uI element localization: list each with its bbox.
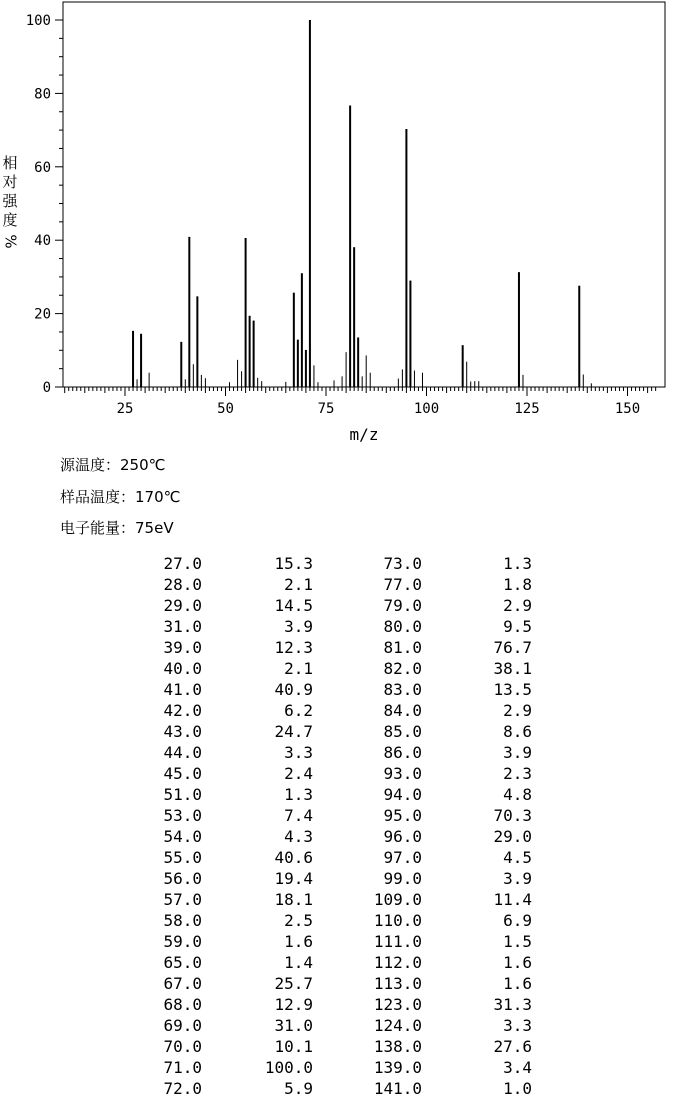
intensity-cell: 2.3 [503, 764, 532, 783]
peak-bar [366, 355, 367, 387]
peak-bar [317, 382, 318, 387]
peak-bar [334, 380, 335, 387]
intensity-cell: 3.9 [503, 743, 532, 762]
mz-cell: 110.0 [373, 911, 422, 930]
intensity-cell: 25.7 [274, 974, 313, 993]
table-row [140, 616, 532, 637]
table-row [140, 721, 532, 742]
intensity-cell: 1.3 [503, 554, 532, 573]
peak-bar [370, 373, 371, 387]
intensity-cell: 18.1 [274, 890, 313, 909]
peak-bar [137, 379, 138, 387]
y-tick-label: 20 [34, 306, 51, 323]
source-temperature-value: 250℃ [120, 456, 166, 474]
peak-bar [353, 247, 355, 387]
table-row [140, 574, 532, 595]
mz-cell: 109.0 [373, 890, 422, 909]
peak-bar [346, 352, 347, 387]
peak-bar [257, 378, 258, 387]
table-row [140, 1057, 532, 1078]
y-tick-label: 0 [42, 380, 51, 396]
mz-cell: 80.0 [383, 617, 422, 636]
y-axis [26, 13, 63, 396]
sample-temperature-value: 170℃ [135, 488, 181, 506]
intensity-cell: 1.5 [503, 932, 532, 951]
peak-bar [301, 273, 303, 387]
mz-cell: 44.0 [163, 743, 202, 762]
intensity-cell: 14.5 [274, 596, 313, 615]
intensity-cell: 29.0 [493, 827, 532, 846]
intensity-cell: 2.1 [284, 575, 313, 594]
table-row [140, 994, 532, 1015]
peak-bar [180, 342, 182, 387]
mz-cell: 97.0 [383, 848, 422, 867]
peak-bar [185, 379, 186, 387]
x-tick-label: 25 [116, 401, 134, 417]
table-row [140, 826, 532, 847]
table-row [140, 889, 532, 910]
mz-cell: 27.0 [163, 554, 202, 573]
peak-bar [398, 379, 399, 387]
peak-bar [518, 272, 520, 387]
peak-table [140, 553, 532, 1099]
sample-temperature [60, 486, 181, 507]
intensity-cell: 4.8 [503, 785, 532, 804]
electron-energy [60, 517, 174, 538]
mz-cell: 73.0 [383, 554, 422, 573]
peak-bar [229, 382, 230, 387]
mz-cell: 67.0 [163, 974, 202, 993]
mz-cell: 59.0 [163, 932, 202, 951]
peak-bar [462, 345, 464, 387]
intensity-cell: 70.3 [493, 806, 532, 825]
mz-cell: 112.0 [373, 953, 422, 972]
intensity-cell: 40.6 [274, 848, 313, 867]
mz-cell: 139.0 [373, 1058, 422, 1077]
peak-bar [342, 376, 343, 387]
mz-cell: 29.0 [163, 596, 202, 615]
y-tick-label: 100 [25, 13, 51, 29]
intensity-cell: 31.0 [274, 1016, 313, 1035]
mz-cell: 81.0 [383, 638, 422, 657]
mz-cell: 39.0 [163, 638, 202, 657]
mz-cell: 77.0 [383, 575, 422, 594]
table-row [140, 847, 532, 868]
table-row [140, 637, 532, 658]
peak-bar [478, 381, 479, 387]
peak-bar [583, 375, 584, 387]
mz-cell: 79.0 [383, 596, 422, 615]
y-axis-unit: % [1, 234, 20, 249]
table-row [140, 658, 532, 679]
table-row [140, 868, 532, 889]
mz-cell: 113.0 [373, 974, 422, 993]
peak-bar [470, 381, 471, 387]
mz-cell: 124.0 [373, 1016, 422, 1035]
peak-bar [309, 20, 311, 387]
intensity-cell: 1.0 [503, 1079, 532, 1098]
mz-cell: 96.0 [383, 827, 422, 846]
table-row [140, 1015, 532, 1036]
mz-cell: 55.0 [163, 848, 202, 867]
mz-cell: 123.0 [373, 995, 422, 1014]
x-tick-label: 125 [514, 401, 540, 417]
peak-bar [253, 321, 255, 387]
y-tick-label: 40 [34, 233, 51, 250]
table-row [140, 973, 532, 994]
mz-cell: 82.0 [383, 659, 422, 678]
intensity-cell: 3.9 [503, 869, 532, 888]
intensity-cell: 12.9 [274, 995, 313, 1014]
intensity-cell: 6.9 [503, 911, 532, 930]
mz-cell: 57.0 [163, 890, 202, 909]
intensity-cell: 76.7 [493, 638, 532, 657]
y-axis-label [1, 154, 19, 251]
peak-bar [285, 382, 286, 387]
peak-bar [293, 293, 295, 387]
peak-bar [132, 331, 134, 387]
intensity-cell: 27.6 [493, 1037, 532, 1056]
table-row [140, 805, 532, 826]
peak-bar [237, 360, 238, 387]
intensity-cell: 1.6 [284, 932, 313, 951]
x-axis-label: m/z [349, 425, 379, 444]
peak-bar [466, 362, 467, 387]
peak-bar [196, 296, 198, 387]
peak-bar [205, 378, 206, 387]
mz-cell: 71.0 [163, 1058, 202, 1077]
intensity-cell: 1.6 [503, 974, 532, 993]
mz-cell: 40.0 [163, 659, 202, 678]
table-row [140, 1078, 532, 1099]
intensity-cell: 19.4 [274, 869, 313, 888]
source-temperature [60, 454, 166, 475]
intensity-cell: 10.1 [274, 1037, 313, 1056]
intensity-cell: 4.3 [284, 827, 313, 846]
peak-bar [149, 373, 150, 387]
table-row [140, 931, 532, 952]
electron-energy-value: 75eV [135, 519, 174, 537]
mz-cell: 43.0 [163, 722, 202, 741]
mz-cell: 31.0 [163, 617, 202, 636]
mz-cell: 94.0 [383, 785, 422, 804]
intensity-cell: 9.5 [503, 617, 532, 636]
mz-cell: 86.0 [383, 743, 422, 762]
peak-bar [313, 365, 314, 387]
intensity-cell: 13.5 [493, 680, 532, 699]
x-axis [65, 387, 656, 417]
mz-cell: 58.0 [163, 911, 202, 930]
peak-bar [305, 350, 307, 387]
x-tick-label: 150 [614, 401, 641, 417]
intensity-cell: 7.4 [284, 806, 313, 825]
x-tick-label: 100 [413, 401, 440, 417]
peak-bar [591, 383, 592, 387]
x-tick-label: 50 [217, 401, 234, 417]
intensity-cell: 40.9 [274, 680, 313, 699]
intensity-cell: 1.3 [284, 785, 313, 804]
intensity-cell: 3.3 [503, 1016, 532, 1035]
intensity-cell: 5.9 [284, 1079, 313, 1098]
y-axis-label-text: 相对强度 [2, 154, 18, 229]
intensity-cell: 1.8 [503, 575, 532, 594]
spectrum-peaks [132, 20, 592, 387]
peak-bar [188, 237, 190, 387]
mz-cell: 138.0 [373, 1037, 422, 1056]
source-temperature-label: 源温度： [60, 456, 121, 474]
peak-bar [201, 375, 202, 387]
peak-bar [422, 373, 423, 387]
mz-cell: 68.0 [163, 995, 202, 1014]
mz-cell: 45.0 [163, 764, 202, 783]
mz-cell: 69.0 [163, 1016, 202, 1035]
intensity-cell: 12.3 [274, 638, 313, 657]
x-tick-label: 75 [317, 401, 335, 417]
intensity-cell: 2.9 [503, 596, 532, 615]
sample-temperature-label: 样品温度： [60, 488, 136, 506]
table-row [140, 784, 532, 805]
intensity-cell: 2.4 [284, 764, 313, 783]
peak-bar [409, 281, 411, 387]
peak-bar [349, 106, 351, 387]
mz-cell: 54.0 [163, 827, 202, 846]
peak-bar [261, 381, 262, 387]
peak-bar [245, 238, 247, 387]
intensity-cell: 4.5 [503, 848, 532, 867]
table-row [140, 742, 532, 763]
intensity-cell: 24.7 [274, 722, 313, 741]
mz-cell: 41.0 [163, 680, 202, 699]
peak-bar [193, 364, 194, 387]
mz-cell: 84.0 [383, 701, 422, 720]
intensity-cell: 2.1 [284, 659, 313, 678]
intensity-cell: 15.3 [274, 554, 313, 573]
table-row [140, 1036, 532, 1057]
peak-bar [405, 129, 407, 387]
mz-cell: 111.0 [373, 932, 422, 951]
peak-bar [362, 376, 363, 387]
intensity-cell: 3.4 [503, 1058, 532, 1077]
intensity-cell: 1.6 [503, 953, 532, 972]
plot-frame [63, 2, 665, 387]
mz-cell: 56.0 [163, 869, 202, 888]
intensity-cell: 2.5 [284, 911, 313, 930]
intensity-cell: 11.4 [493, 890, 532, 909]
table-row [140, 595, 532, 616]
table-row [140, 952, 532, 973]
table-row [140, 553, 532, 574]
mz-cell: 141.0 [373, 1079, 422, 1098]
peak-bar [297, 340, 299, 387]
mz-cell: 28.0 [163, 575, 202, 594]
mz-cell: 95.0 [383, 806, 422, 825]
intensity-cell: 1.4 [284, 953, 313, 972]
intensity-cell: 3.9 [284, 617, 313, 636]
table-row [140, 700, 532, 721]
mz-cell: 70.0 [163, 1037, 202, 1056]
table-row [140, 763, 532, 784]
peak-bar [474, 381, 475, 387]
table-row [140, 679, 532, 700]
mz-cell: 85.0 [383, 722, 422, 741]
mz-cell: 51.0 [163, 785, 202, 804]
intensity-cell: 100.0 [264, 1058, 313, 1077]
mz-cell: 42.0 [163, 701, 202, 720]
table-row [140, 910, 532, 931]
peak-bar [249, 316, 251, 387]
electron-energy-label: 电子能量： [60, 519, 136, 537]
mz-cell: 53.0 [163, 806, 202, 825]
mz-cell: 99.0 [383, 869, 422, 888]
peak-bar [402, 369, 403, 387]
intensity-cell: 38.1 [493, 659, 532, 678]
peak-bar [357, 337, 359, 387]
intensity-cell: 2.9 [503, 701, 532, 720]
mz-cell: 65.0 [163, 953, 202, 972]
intensity-cell: 31.3 [493, 995, 532, 1014]
intensity-cell: 8.6 [503, 722, 532, 741]
peak-bar [140, 334, 142, 387]
peak-bar [522, 375, 523, 387]
peak-bar [241, 371, 242, 387]
y-tick-label: 60 [34, 159, 51, 176]
peak-bar [578, 286, 580, 387]
intensity-cell: 3.3 [284, 743, 313, 762]
mz-cell: 93.0 [383, 764, 422, 783]
mz-cell: 72.0 [163, 1079, 202, 1098]
y-tick-label: 80 [34, 86, 51, 103]
mass-spectrum-chart [0, 0, 680, 450]
peak-bar [414, 370, 415, 387]
intensity-cell: 6.2 [284, 701, 313, 720]
mz-cell: 83.0 [383, 680, 422, 699]
